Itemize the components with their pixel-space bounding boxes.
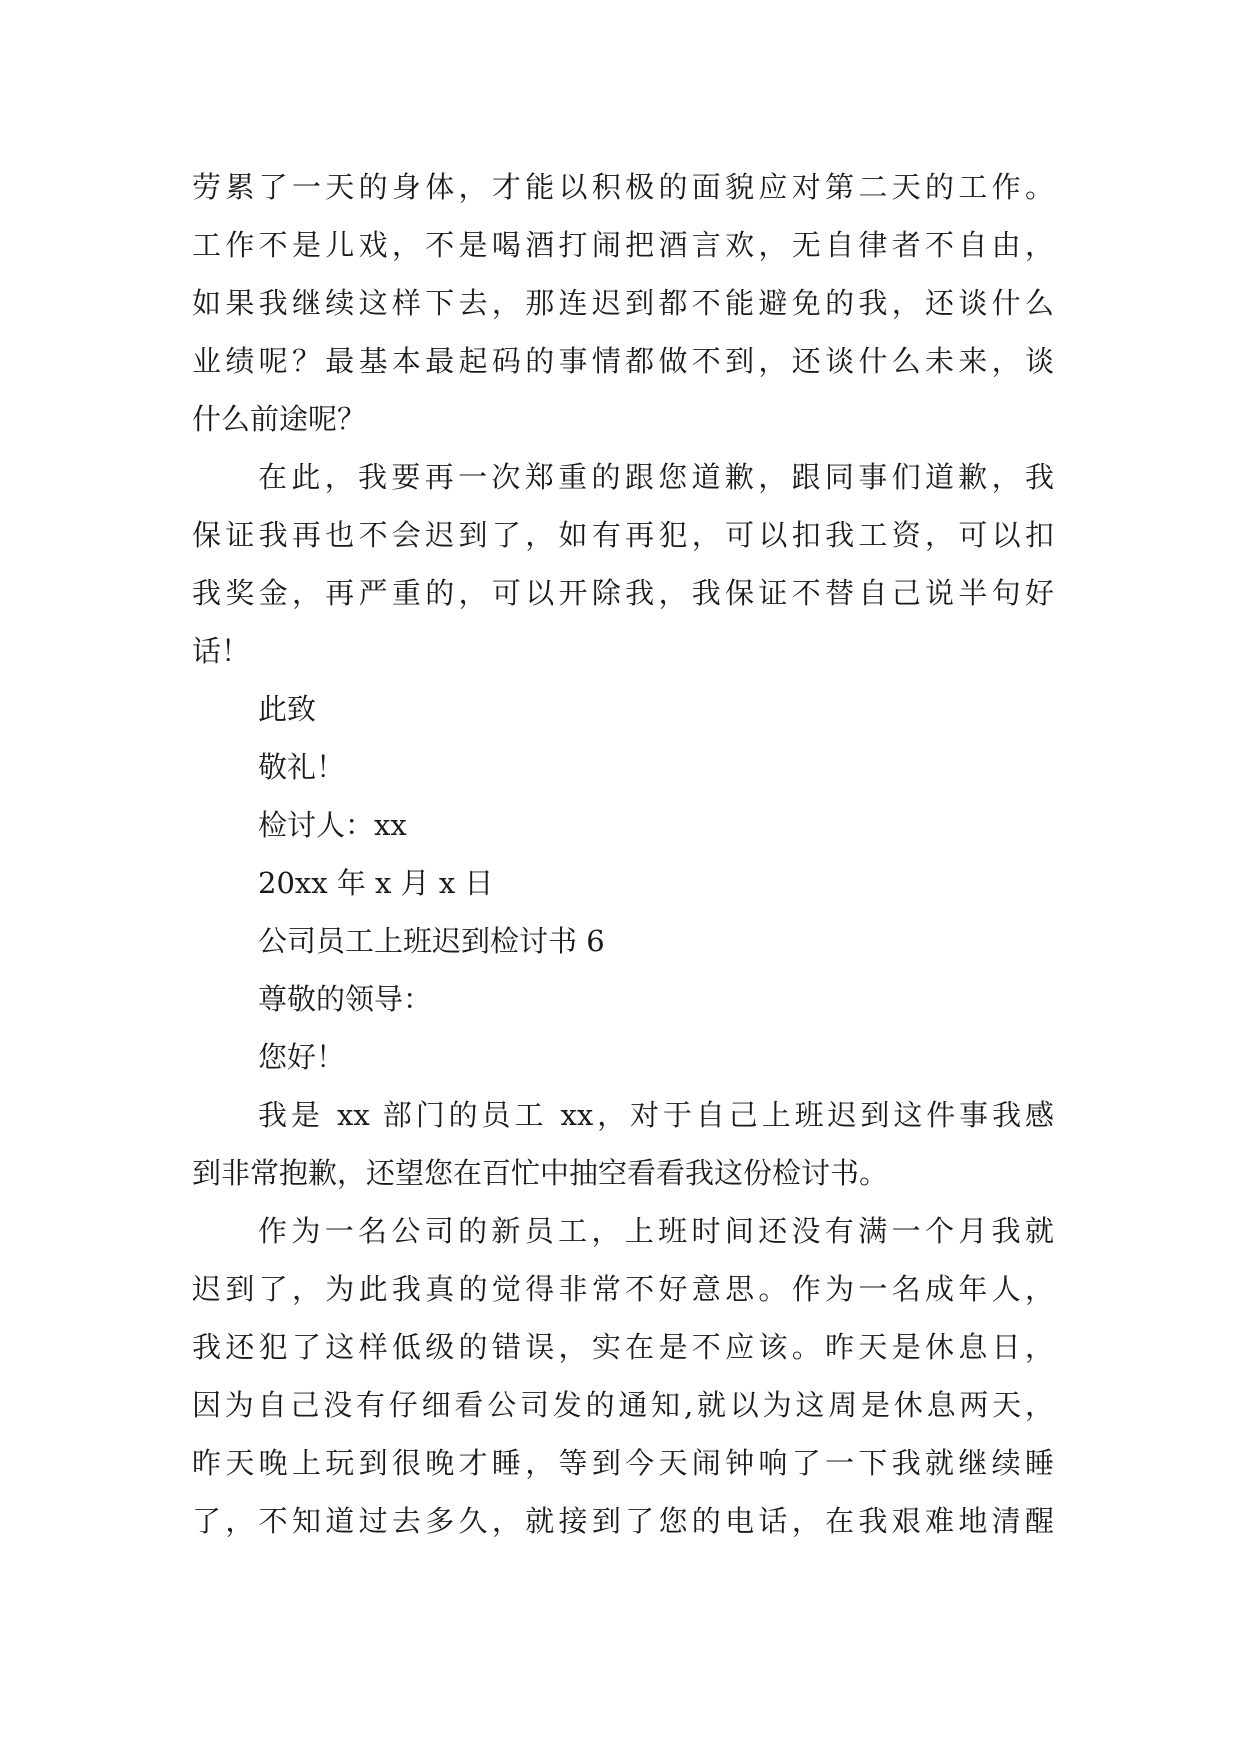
text-line: 劳累了一天的身体，才能以积极的面貌应对第二天的工作。 [192,170,1054,204]
closing-regards: 敬礼！ [258,750,346,784]
text-line: 了，不知道过去多久，就接到了您的电话，在我艰难地清醒 [192,1504,1054,1538]
greeting-recipient: 尊敬的领导： [258,982,433,1016]
text-line: 因为自己没有仔细看公司发的通知,就以为这周是休息两天， [192,1388,1054,1422]
text-line: 如果我继续这样下去，那连迟到都不能避免的我，还谈什么 [192,286,1054,320]
text-line: 我还犯了这样低级的错误，实在是不应该。昨天是休息日， [192,1330,1054,1364]
text-line: 迟到了，为此我真的觉得非常不好意思。作为一名成年人， [192,1272,1054,1306]
greeting: 您好！ [258,1040,346,1074]
paragraph-first-line: 我是 xx 部门的员工 xx，对于自己上班迟到这件事我感 [258,1098,1054,1132]
paragraph-first-line: 在此，我要再一次郑重的跟您道歉，跟同事们道歉，我 [258,460,1054,494]
document-page [192,158,1054,1550]
signature-line: 检讨人：xx [258,808,407,842]
text-line: 我奖金，再严重的，可以开除我，我保证不替自己说半句好 [192,576,1054,610]
text-line: 保证我再也不会迟到了，如有再犯，可以扣我工资，可以扣 [192,518,1054,552]
closing-salutation: 此致 [258,692,317,726]
date-line: 20xx 年 x 月 x 日 [258,866,494,900]
text-line: 话！ [192,634,251,668]
text-line: 业绩呢？最基本最起码的事情都做不到，还谈什么未来，谈 [192,344,1054,378]
text-line: 什么前途呢？ [192,402,367,436]
text-line: 昨天晚上玩到很晚才睡，等到今天闹钟响了一下我就继续睡 [192,1446,1054,1480]
text-line: 到非常抱歉，还望您在百忙中抽空看看我这份检讨书。 [192,1156,889,1190]
section-title: 公司员工上班迟到检讨书 6 [258,924,605,958]
text-line: 工作不是儿戏，不是喝酒打闹把酒言欢，无自律者不自由， [192,228,1054,262]
paragraph-first-line: 作为一名公司的新员工，上班时间还没有满一个月我就 [258,1214,1054,1248]
